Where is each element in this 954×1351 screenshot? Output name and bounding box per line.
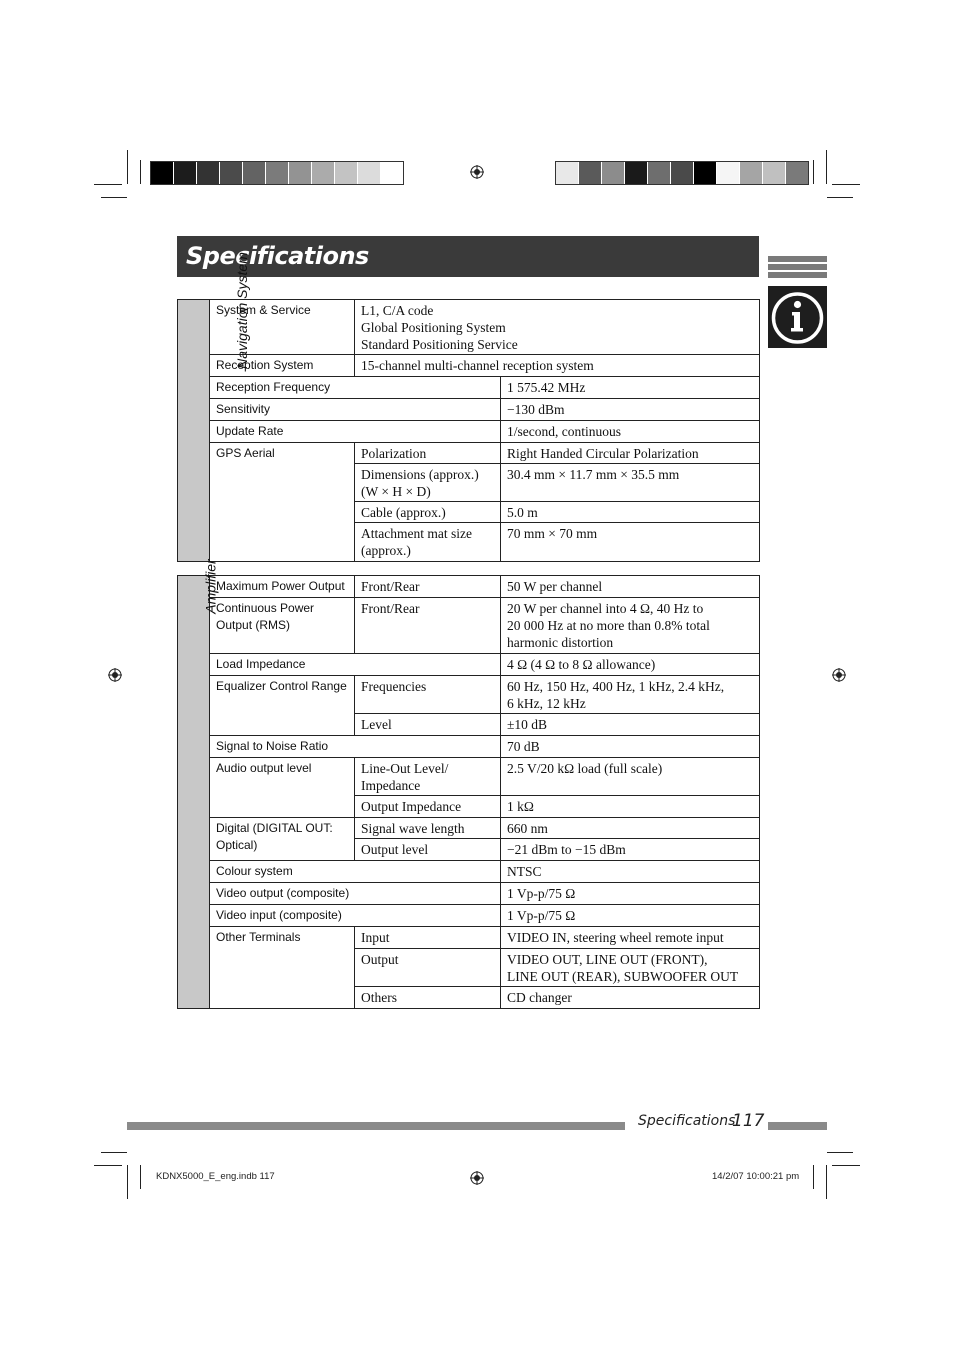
spec-value: −21 dBm to −15 dBm [501,839,760,861]
color-swatch [579,162,602,184]
table-row [178,300,760,355]
label-line: Output (RMS) [216,618,291,632]
label-line: Dimensions (approx.) [361,467,479,482]
table-row [178,377,760,399]
color-swatch [671,162,694,184]
value-line: 20 000 Hz at no more than 0.8% total [507,618,710,633]
crop-mark [140,1165,141,1189]
spec-value: 660 nm [501,818,760,839]
spec-label: GPS Aerial [210,443,355,562]
slug-date: 14/2/07 10:00:21 pm [712,1171,800,1182]
color-swatch [763,162,786,184]
registration-mark-icon [470,1171,484,1185]
crop-mark [826,1165,827,1199]
crop-mark [94,184,122,185]
spec-value: CD changer [501,987,760,1009]
spec-value: 1 kΩ [501,796,760,818]
registration-mark-icon [832,668,846,682]
color-swatch [197,162,220,184]
spec-label: Reception Frequency [210,377,501,399]
crop-mark [832,1165,860,1166]
color-bar-left [150,161,404,185]
side-tab-stripes [768,256,827,280]
label-line: (W × H × D) [361,484,431,499]
value-line: VIDEO OUT, LINE OUT (FRONT), [507,952,708,967]
crop-mark [101,1152,127,1153]
value-line: Standard Positioning Service [361,337,518,352]
page-title: Specifications [186,242,369,270]
spec-sublabel: Output level [355,839,501,861]
color-swatch [648,162,671,184]
slug-file-info: KDNX5000_E_eng.indb 117 [156,1171,275,1182]
registration-mark-icon [108,668,122,682]
spec-label: Reception System [210,355,355,377]
color-swatch [602,162,625,184]
spec-label: Video output (composite) [210,883,501,905]
spec-value: 50 W per channel [501,576,760,598]
spec-sublabel: Frequencies [355,676,501,714]
crop-mark [94,1165,122,1166]
label-line: Continuous Power [216,601,315,615]
side-tab [768,286,827,348]
value-line: Global Positioning System [361,320,506,335]
label-line: Optical) [216,838,258,852]
spec-label: System & Service [210,300,355,355]
spec-label: Audio output level [210,758,355,818]
crop-mark [827,197,853,198]
table-row [178,758,760,796]
spec-label: Load Impedance [210,654,501,676]
value-line: 60 Hz, 150 Hz, 400 Hz, 1 kHz, 2.4 kHz, [507,679,725,694]
footer-rule-left [127,1122,625,1130]
value-line: 6 kHz, 12 kHz [507,696,586,711]
spec-value: Right Handed Circular Polarization [501,443,760,464]
table-row [178,676,760,714]
spec-sublabel [355,464,501,502]
page-number: 117 [732,1111,765,1131]
color-bar-right [555,161,809,185]
table-row [178,883,760,905]
table-row [178,576,760,598]
table-row [178,861,760,883]
color-swatch [243,162,266,184]
table-row [178,399,760,421]
crop-mark [813,160,814,184]
spec-value [501,598,760,654]
crop-mark [832,184,860,185]
value-line: harmonic distortion [507,635,614,650]
spec-label: Video input (composite) [210,905,501,927]
label-line: Digital (DIGITAL OUT: [216,821,333,835]
table-row [178,443,760,464]
spec-value [355,300,760,355]
crop-mark [101,197,127,198]
crop-mark [813,1165,814,1189]
crop-mark [127,1165,128,1199]
footer-section-name: Specifications [638,1113,736,1129]
spec-sublabel: Front/Rear [355,576,501,598]
spec-sublabel: Polarization [355,443,501,464]
color-swatch [151,162,174,184]
spec-value: 5.0 m [501,502,760,523]
color-swatch [786,162,808,184]
section-label: Navigation System [233,252,250,369]
crop-mark [826,150,827,184]
title-bar [177,236,759,277]
section-label-cell [178,559,219,1009]
spec-value: 15-channel multi-channel reception system [355,355,760,377]
spec-sublabel [355,758,501,796]
registration-mark-icon [470,165,484,179]
spec-value: VIDEO IN, steering wheel remote input [501,927,760,949]
spec-label: Maximum Power Output [210,576,355,598]
spec-label [210,818,355,861]
color-swatch [289,162,312,184]
footer-rule-right [768,1122,827,1130]
spec-sublabel: Level [355,714,501,736]
value-line: LINE OUT (REAR), SUBWOOFER OUT [507,969,739,984]
table-row [178,927,760,949]
section-label: Amplifier [202,559,219,614]
spec-value: 1 Vp-p/75 Ω [501,905,760,927]
label-line: Line-Out Level/ [361,761,449,776]
spec-value: NTSC [501,861,760,883]
spec-sublabel: Output Impedance [355,796,501,818]
spec-label: Update Rate [210,421,501,443]
spec-value: ±10 dB [501,714,760,736]
spec-value: 1 575.42 MHz [501,377,760,399]
table-row [178,598,760,654]
spec-sublabel: Output [355,949,501,987]
spec-value: 1 Vp-p/75 Ω [501,883,760,905]
table-row [178,818,760,839]
spec-sublabel: Others [355,987,501,1009]
color-swatch [717,162,740,184]
spec-label: Sensitivity [210,399,501,421]
label-line: Impedance [361,778,421,793]
color-swatch [694,162,717,184]
color-swatch [266,162,289,184]
crop-mark [140,160,141,184]
color-swatch [381,162,403,184]
color-swatch [625,162,648,184]
spec-sublabel: Cable (approx.) [355,502,501,523]
spec-sublabel: Input [355,927,501,949]
table-row [178,421,760,443]
spec-value: 70 mm × 70 mm [501,523,760,562]
spec-value: 30.4 mm × 11.7 mm × 35.5 mm [501,464,760,502]
label-line: (approx.) [361,543,411,558]
crop-mark [127,150,128,184]
color-swatch [220,162,243,184]
label-line: Attachment mat size [361,526,472,541]
spec-value: 1/second, continuous [501,421,760,443]
color-swatch [312,162,335,184]
color-swatch [335,162,358,184]
table-row [178,654,760,676]
spec-label: Other Terminals [210,927,355,1009]
value-line: 20 W per channel into 4 Ω, 40 Hz to [507,601,704,616]
spec-value [501,676,760,714]
spec-value: 4 Ω (4 Ω to 8 Ω allowance) [501,654,760,676]
spec-sublabel: Signal wave length [355,818,501,839]
spec-label: Equalizer Control Range [210,676,355,736]
color-swatch [174,162,197,184]
color-swatch [556,162,579,184]
color-swatch [740,162,763,184]
spec-label: Colour system [210,861,501,883]
crop-mark [827,1152,853,1153]
spec-label [210,598,355,654]
table-row [178,355,760,377]
amplifier-spec-table [177,559,760,1009]
spec-value [501,949,760,987]
table-row [178,905,760,927]
spec-sublabel: Front/Rear [355,598,501,654]
info-icon [768,286,827,348]
spec-label: Signal to Noise Ratio [210,736,501,758]
spec-sublabel [355,523,501,562]
spec-value: −130 dBm [501,399,760,421]
value-line: L1, C/A code [361,303,434,318]
table-row [178,736,760,758]
color-swatch [358,162,381,184]
spec-value: 70 dB [501,736,760,758]
spec-value: 2.5 V/20 kΩ load (full scale) [501,758,760,796]
